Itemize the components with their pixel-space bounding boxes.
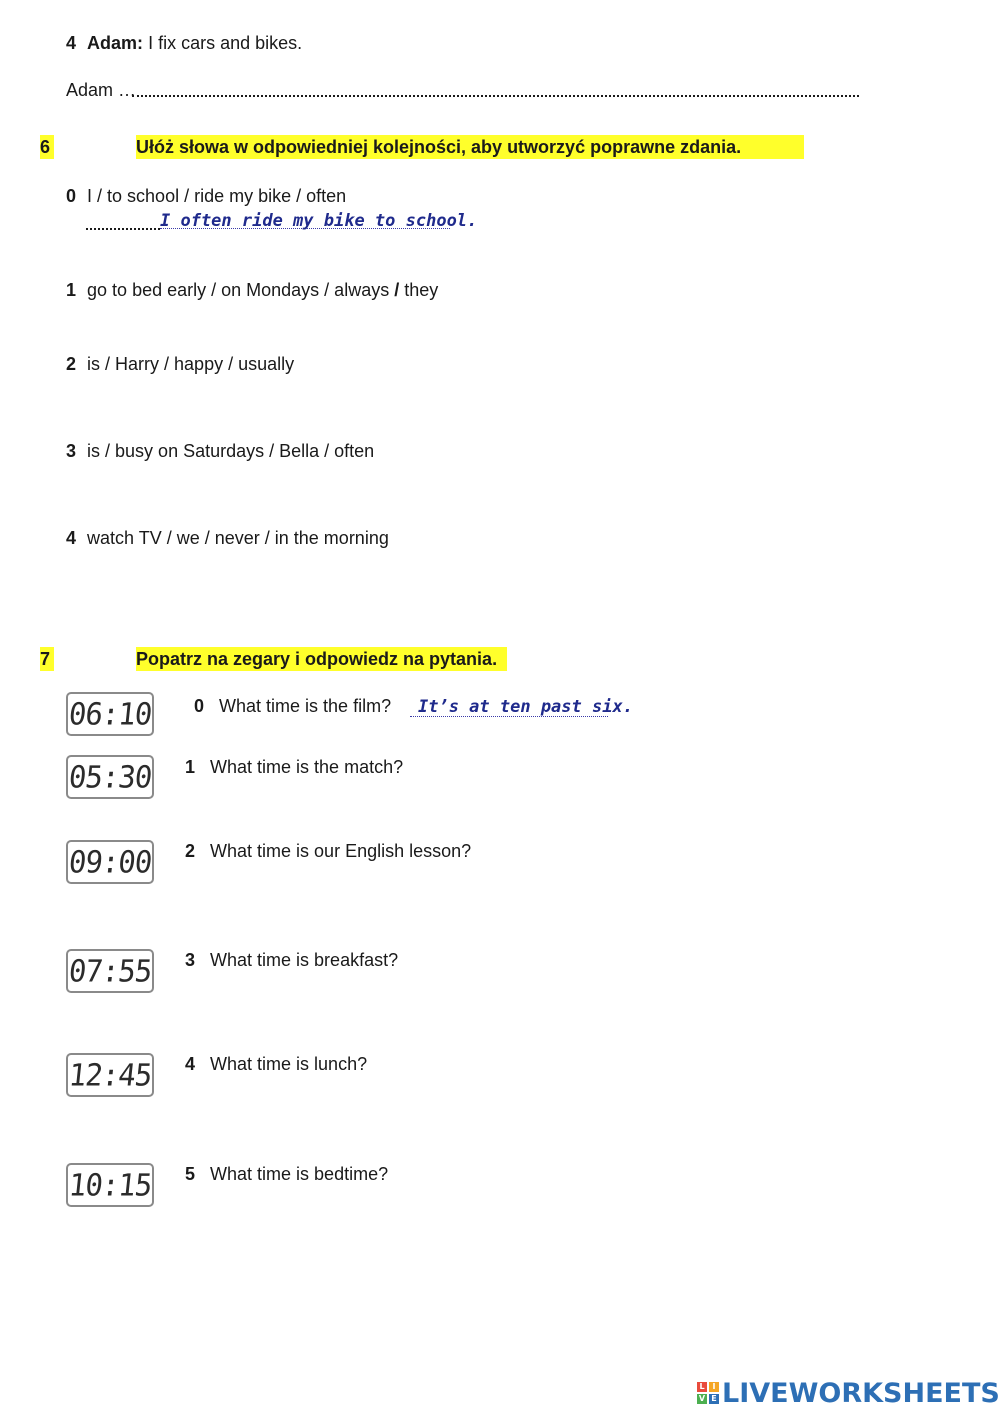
item-prompt: is / Harry / happy / usually <box>87 354 295 374</box>
item-number: 2 <box>185 841 196 861</box>
clock-time: 09:00 <box>66 844 154 880</box>
answer-line-prefix: Adam … <box>66 80 137 100</box>
liveworksheets-logo-icon <box>697 1382 719 1404</box>
item-question: What time is bedtime? <box>210 1164 389 1184</box>
digital-clock <box>66 692 154 736</box>
item-number: 1 <box>66 280 77 300</box>
item-number: 4 <box>185 1054 196 1074</box>
clock-time: 07:55 <box>66 953 154 989</box>
logo-mark-letter: E <box>709 1394 719 1404</box>
logo-text: LIVEWORKSHEETS <box>722 1377 1000 1409</box>
item-number: 1 <box>185 757 196 777</box>
section-title: Ułóż słowa w odpowiedniej kolejności, aby utworzyć poprawne zdania. <box>136 137 742 157</box>
example-answer: It’s at ten past six. <box>418 697 633 717</box>
s6-item-2 <box>66 354 294 375</box>
item-question: What time is lunch? <box>210 1054 368 1074</box>
s7-item-0 <box>194 696 391 717</box>
digital-clock <box>66 1053 154 1097</box>
digital-clock <box>66 755 154 799</box>
item-number: 5 <box>185 1164 196 1184</box>
logo-mark-letter: L <box>697 1382 707 1392</box>
answer-input-adam[interactable] <box>132 95 859 97</box>
liveworksheets-logo[interactable] <box>697 1376 1000 1410</box>
item-prompt: is / busy on Saturdays / Bella / often <box>87 441 375 461</box>
s6-item-0 <box>66 186 346 207</box>
section-number: 7 <box>40 649 51 669</box>
section-number: 6 <box>40 137 51 157</box>
answer-line-adam <box>66 80 136 101</box>
digital-clock <box>66 949 154 993</box>
clock-time: 05:30 <box>66 759 154 795</box>
item-number: 0 <box>194 696 205 716</box>
section-7-header <box>40 647 510 671</box>
s7-item-1 <box>185 757 403 778</box>
logo-mark-letter: V <box>698 1394 706 1403</box>
s7-item-2 <box>185 841 471 862</box>
answer-input-s6-0[interactable] <box>160 210 478 231</box>
s6-item-4 <box>66 528 389 549</box>
item-prompt: watch TV / we / never / in the morning <box>87 528 389 548</box>
s6-item-3 <box>66 441 374 462</box>
item-prompt: I / to school / ride my bike / often <box>87 186 347 206</box>
digital-clock <box>66 840 154 884</box>
item-4-adam <box>66 33 302 54</box>
answer-dots-lead <box>86 228 160 230</box>
s7-item-3 <box>185 950 398 971</box>
clock-time: 12:45 <box>66 1057 154 1093</box>
item-prompt-slash: / <box>394 280 400 300</box>
item-question: What time is the film? <box>219 696 392 716</box>
item-question: What time is the match? <box>210 757 404 777</box>
s7-item-4 <box>185 1054 367 1075</box>
item-prompt-end: they <box>399 280 439 300</box>
item-prompt: go to bed early / on Mondays / always <box>87 280 395 300</box>
answer-input-s7-0[interactable] <box>410 696 633 717</box>
item-number: 0 <box>66 186 77 206</box>
item-question: What time is our English lesson? <box>210 841 472 861</box>
example-answer: I often ride my bike to school. <box>160 211 478 231</box>
item-number: 3 <box>185 950 196 970</box>
clock-time: 10:15 <box>66 1167 154 1203</box>
digital-clock <box>66 1163 154 1207</box>
speaker-text: I fix cars and bikes. <box>148 33 303 53</box>
section-title: Popatrz na zegary i odpowiedz na pytania. <box>136 649 498 669</box>
clock-time: 06:10 <box>66 696 154 732</box>
item-number: 4 <box>66 528 77 548</box>
speaker-name: Adam: <box>87 33 144 53</box>
section-6-header <box>40 135 804 159</box>
item-number: 4 <box>66 33 77 53</box>
item-question: What time is breakfast? <box>210 950 399 970</box>
item-number: 3 <box>66 441 77 461</box>
item-number: 2 <box>66 354 77 374</box>
logo-mark-letter: I <box>709 1382 719 1392</box>
s7-item-5 <box>185 1164 388 1185</box>
s6-item-1 <box>66 280 438 301</box>
